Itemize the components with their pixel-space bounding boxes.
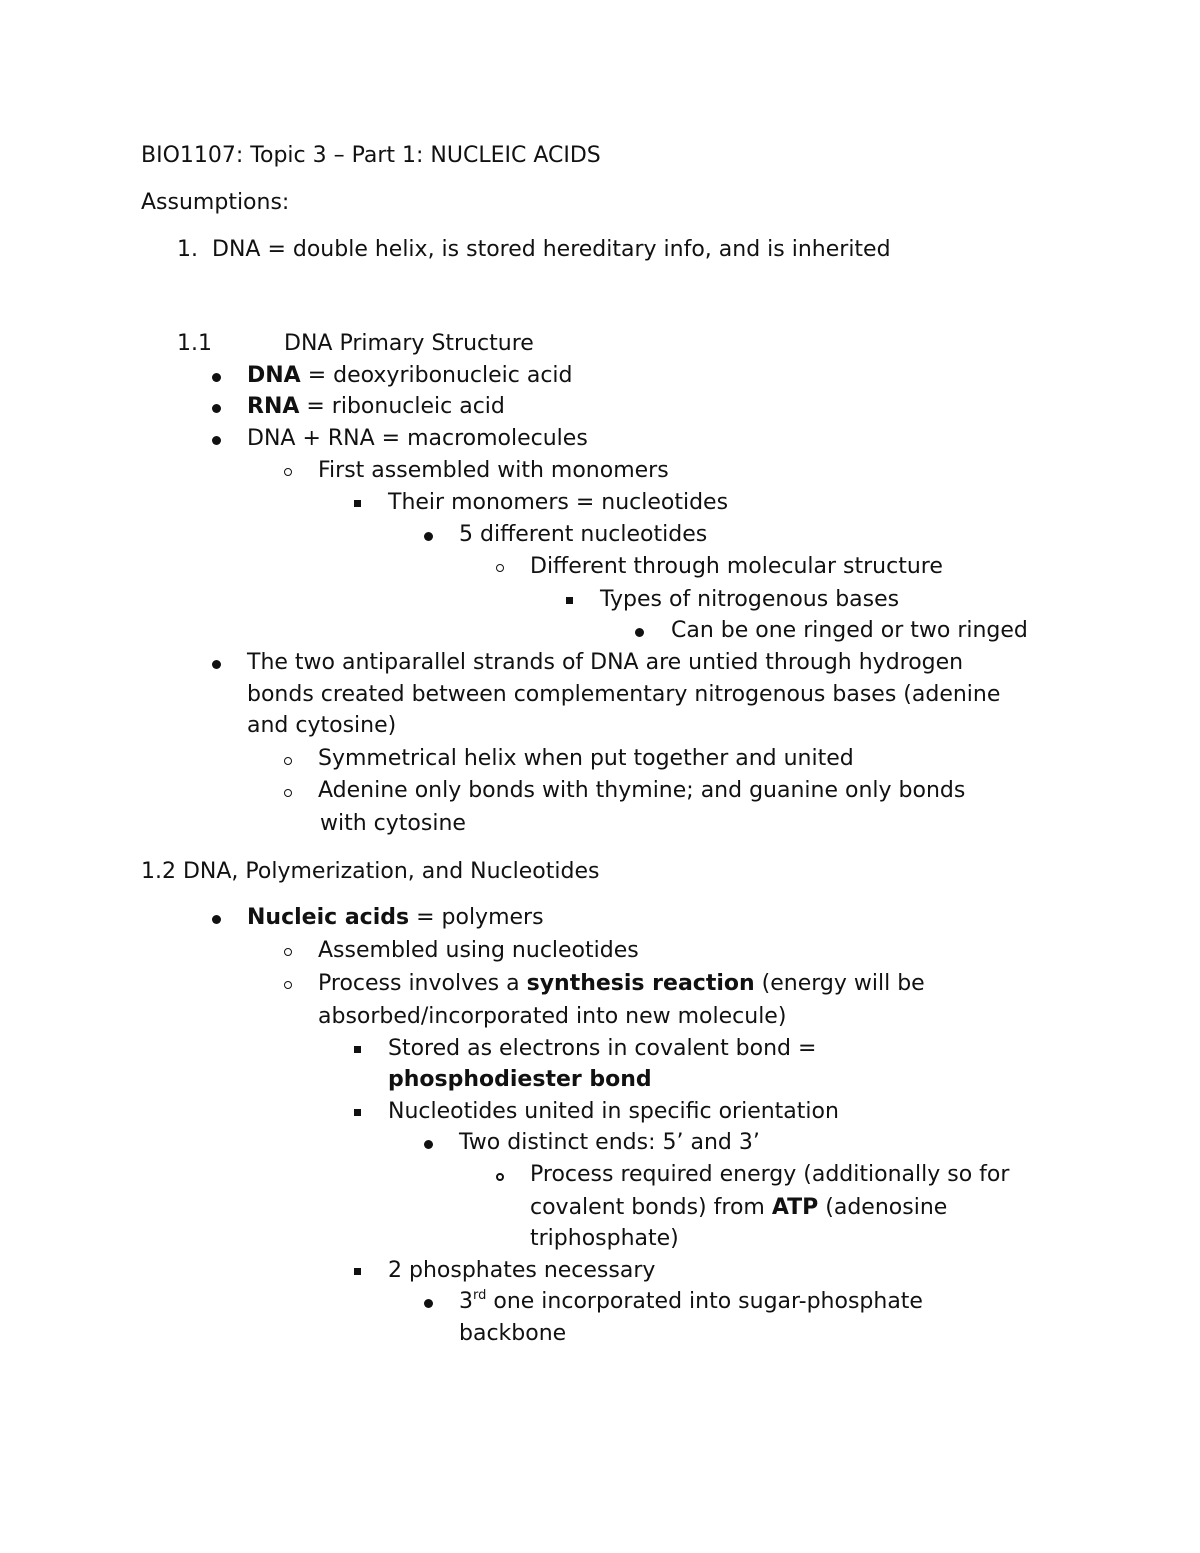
list-item-two-ends: Two distinct ends: 5’ and 3’ [459,1130,760,1155]
list-item-assembled: Assembled using nucleotides [318,938,639,963]
document-title: BIO1107: Topic 3 – Part 1: NUCLEIC ACIDS [141,143,601,168]
list-item-third-line1 [459,1288,923,1316]
bullet-icon [212,436,221,445]
list-item-their-monomers: Their monomers = nucleotides [388,490,729,515]
square-bullet-icon [354,1046,361,1053]
list-item-symmetrical: Symmetrical helix when put together and united [318,746,854,771]
term-atp: ATP [771,1195,819,1220]
assumptions-heading: Assumptions: [141,190,290,215]
term-rna: RNA [247,394,300,419]
list-item-antiparallel-line2: bonds created between complementary nitrogenous bases (adenine [247,682,1001,707]
list-item-adenine-line1: Adenine only bonds with thymine; and guanine only bonds [318,778,966,803]
required-prefix: covalent bonds) from [530,1195,772,1220]
term-phosphodiester-bond: phosphodiester bond [388,1067,652,1092]
bullet-icon [424,1299,433,1308]
list-item-stored-line1: Stored as electrons in covalent bond = [388,1036,817,1061]
section-1-1-number: 1.1 [177,331,212,356]
third-number: 3 [459,1289,473,1314]
list-item-third-line2: backbone [459,1321,567,1346]
square-bullet-icon [354,1109,361,1116]
term-synthesis-reaction: synthesis reaction [526,971,755,996]
bullet-icon [212,404,221,413]
list-item-process-line2: absorbed/incorporated into new molecule) [318,1004,787,1029]
list-item-ringed: Can be one ringed or two ringed [671,618,1028,643]
square-bullet-icon [566,597,573,604]
list-item-dna [247,362,573,390]
bullet-icon [212,373,221,382]
circle-bullet-icon [496,1173,504,1181]
assumption-number: 1. [177,237,198,262]
rna-definition: = ribonucleic acid [299,394,505,419]
square-bullet-icon [354,1268,361,1275]
process-prefix: Process involves a [318,971,527,996]
bullet-icon [424,1140,433,1149]
square-bullet-icon [354,500,361,507]
required-suffix: (adenosine [818,1195,948,1220]
circle-bullet-icon [284,789,292,797]
list-item-adenine-line2: with cytosine [320,811,466,836]
list-item-antiparallel-line1: The two antiparallel strands of DNA are untied through hydrogen [247,650,964,675]
list-item-required-line2 [530,1194,947,1222]
nucleic-definition: = polymers [409,905,544,930]
circle-bullet-icon [284,468,292,476]
circle-bullet-icon [496,564,504,572]
list-item-different-through: Different through molecular structure [530,554,943,579]
list-item-rna [247,393,505,421]
list-item-two-phosphates: 2 phosphates necessary [388,1258,656,1283]
bullet-icon [424,532,433,541]
list-item-antiparallel-line3: and cytosine) [247,713,397,738]
assumption-item: DNA = double helix, is stored hereditary info, and is inherited [212,237,891,262]
section-1-2-title: 1.2 DNA, Polymerization, and Nucleotides [141,859,600,884]
list-item-process-line1 [318,970,925,998]
term-dna: DNA [247,363,301,388]
list-item-types-bases: Types of nitrogenous bases [600,587,900,612]
process-suffix: (energy will be [754,971,925,996]
list-item-stored-line2 [388,1066,652,1094]
list-item-macromolecules: DNA + RNA = macromolecules [247,426,588,451]
list-item-nucleic-acids [247,904,544,932]
bullet-icon [212,915,221,924]
circle-bullet-icon [284,981,292,989]
section-1-1-title: DNA Primary Structure [284,331,534,356]
list-item-first-assembled: First assembled with monomers [318,458,669,483]
list-item-five-nucleotides: 5 different nucleotides [459,522,708,547]
third-superscript: rd [473,1288,487,1303]
bullet-icon [635,628,644,637]
third-rest: one incorporated into sugar-phosphate [486,1289,923,1314]
bullet-icon [212,660,221,669]
term-nucleic-acids: Nucleic acids [247,905,410,930]
list-item-required-line1: Process required energy (additionally so for [530,1162,1010,1187]
circle-bullet-icon [284,757,292,765]
dna-definition: = deoxyribonucleic acid [300,363,573,388]
list-item-required-line3: triphosphate) [530,1226,679,1251]
list-item-united: Nucleotides united in specific orientation [388,1099,839,1124]
circle-bullet-icon [284,948,292,956]
